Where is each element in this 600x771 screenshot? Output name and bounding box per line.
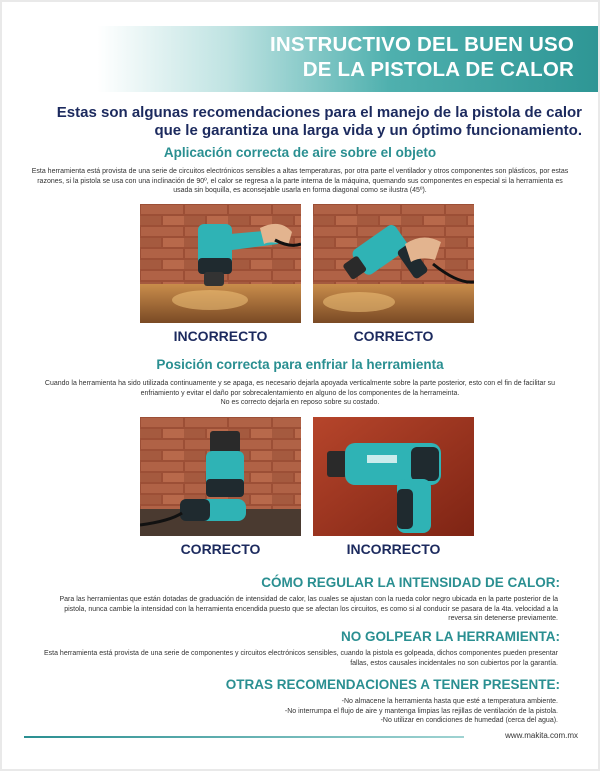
banner-title-line2: DE LA PISTOLA DE CALOR — [302, 58, 574, 81]
caption-incorrect-1: INCORRECTO — [173, 328, 268, 344]
section4-title: NO GOLPEAR LA HERRAMIENTA: — [341, 629, 560, 644]
list-item: -No interrumpa el flujo de aire y mantenga limpias las rejillas de ventilación de la pistola. — [284, 707, 558, 715]
recommendations-list — [42, 697, 558, 726]
caption-correct-1: CORRECTO — [353, 328, 434, 344]
heat-gun-photo-upright — [140, 417, 301, 536]
banner-title-line1: INSTRUCTIVO DEL BUEN USO — [270, 33, 574, 56]
footer-url: www.makita.com.mx — [505, 731, 578, 740]
section1-title: Aplicación correcta de aire sobre el objeto — [163, 145, 437, 160]
section2-body-note: No es correcto dejarla en reposo sobre su costado. — [220, 399, 380, 406]
section3-body: Para las herramientas que están dotadas de graduación de intensidad de calor, las cuales se ajustan con la rueda color negro ubicada en la parte posterior de la pistola, nunca cambie la intensidad con la herramienta encendida puesto que se afectan los circuitos, es como si al conducir se pasara de la 4ta. velocidad a la reversa sin detenerse previamente. — [59, 596, 558, 622]
footer-divider — [24, 736, 464, 738]
document-page — [2, 2, 598, 769]
banner-title — [270, 32, 574, 82]
section2-title: Posición correcta para enfriar la herramienta — [156, 357, 444, 372]
heat-gun-photo-on-side — [313, 417, 474, 536]
caption-correct-2: CORRECTO — [180, 541, 261, 557]
section4-body: Esta herramienta está provista de una serie de componentes y circuitos electrónicos sensibles, cuando la pistola es golpeada, dichos componentes pueden presentar fallas, estos causales incidentales no son cubiertos por la garantía. — [43, 650, 558, 667]
list-item: -No almacene la herramienta hasta que esté a temperatura ambiente. — [341, 698, 558, 705]
section2-body: Cuando la herramienta ha sido utilizada continuamente y se apaga, es necesario dejarla apoyada verticalmente sobre la parte posterior, esto con el fin de facilitar su enfriamiento y evitar el daño por sobrecalentamiento en alguno de los componentes de la herrameinta. — [44, 380, 556, 397]
title-banner — [2, 26, 598, 92]
headline: Estas son algunas recomendaciones para el manejo de la pistola de calor que le garantiza una larga vida y un óptimo funcionamiento. — [56, 104, 582, 139]
caption-incorrect-2: INCORRECTO — [346, 541, 441, 557]
section5-title: OTRAS RECOMENDACIONES A TENER PRESENTE: — [225, 677, 560, 692]
section3-title: CÓMO REGULAR LA INTENSIDAD DE CALOR: — [261, 575, 560, 590]
list-item: -No utilizar en condiciones de humedad (cerca del agua). — [380, 717, 558, 724]
section1-body: Esta herramienta está provista de una serie de circuitos electrónicos sensibles a altas temperaturas, por otra parte el ventilador y otros componentes son plásticos, por estas razones, si la pistola se usa con una inclinación de 90º, el calor se regresa a la parte interna de la máquina, quemando sus componentes en especial si la herramienta es usada sin boquilla, es aconsejable usarla en forma diagonal como se ilustra (45º). — [31, 168, 569, 194]
heat-gun-photo-correct-angle — [313, 204, 474, 323]
heat-gun-photo-incorrect-angle — [140, 204, 301, 323]
